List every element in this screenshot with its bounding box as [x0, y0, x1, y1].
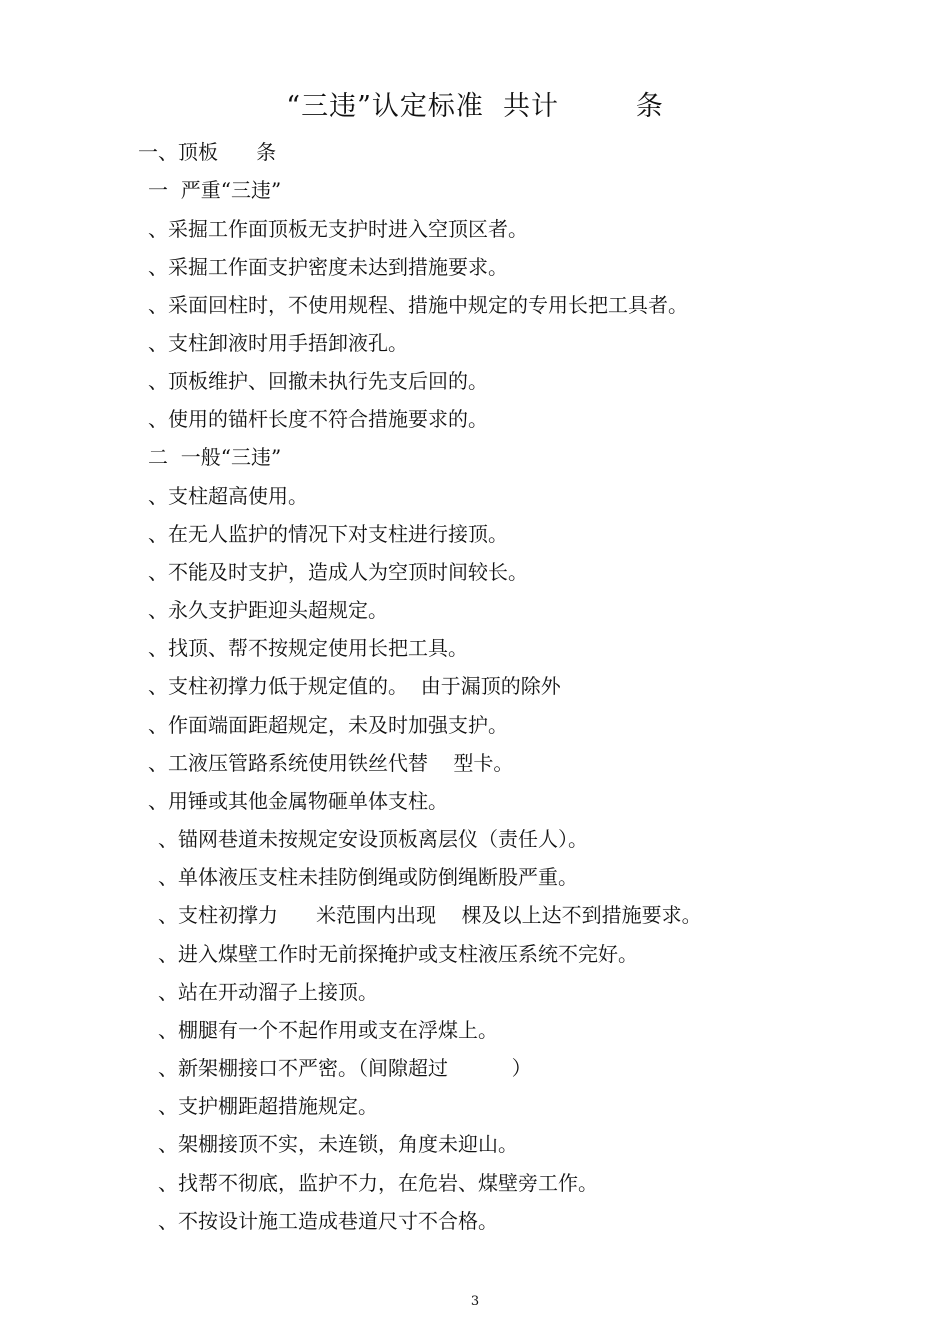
general-item: 、用锤或其他金属物砸单体支柱。 — [148, 789, 448, 813]
general-item: 、工液压管路系统使用铁丝代替 型卡。 — [148, 751, 514, 775]
general-item: 、永久支护距迎头超规定。 — [148, 598, 388, 622]
page-number: 3 — [470, 1294, 480, 1309]
general-item: 、架棚接顶不实，未连锁，角度未迎山。 — [158, 1132, 518, 1156]
general-item: 、作面端面距超规定，未及时加强支护。 — [148, 713, 508, 737]
general-item: 、支柱初撑力 米范围内出现 棵及以上达不到措施要求。 — [158, 903, 702, 927]
general-item: 、站在开动溜子上接顶。 — [158, 980, 378, 1004]
page-title: “三违”认定标准 共计 条 — [286, 91, 664, 122]
subsection-heading: 二 一般“三违” — [148, 445, 282, 469]
general-item: 、支柱初撑力低于规定值的。 由于漏顶的除外 — [148, 674, 561, 698]
severe-item: 、使用的锚杆长度不符合措施要求的。 — [148, 407, 488, 431]
severe-item: 、采掘工作面支护密度未达到措施要求。 — [148, 255, 508, 279]
section-heading: 一、顶板 条 — [138, 140, 277, 164]
general-item: 、新架棚接口不严密。（间隙超过 ） — [158, 1056, 532, 1080]
severe-item: 、采面回柱时，不使用规程、措施中规定的专用长把工具者。 — [148, 293, 688, 317]
general-item: 、锚网巷道未按规定安设顶板离层仪（责任人）。 — [158, 827, 588, 851]
general-item: 、单体液压支柱未挂防倒绳或防倒绳断股严重。 — [158, 865, 578, 889]
severe-item: 、采掘工作面顶板无支护时进入空顶区者。 — [148, 217, 528, 241]
general-item: 、找顶、帮不按规定使用长把工具。 — [148, 636, 468, 660]
general-item: 、支护棚距超措施规定。 — [158, 1094, 378, 1118]
general-item: 、不按设计施工造成巷道尺寸不合格。 — [158, 1209, 498, 1233]
severe-item: 、顶板维护、回撤未执行先支后回的。 — [148, 369, 488, 393]
general-item: 、不能及时支护，造成人为空顶时间较长。 — [148, 560, 528, 584]
subsection-heading: 一 严重“三违” — [148, 178, 282, 202]
general-item: 、在无人监护的情况下对支柱进行接顶。 — [148, 522, 508, 546]
general-item: 、找帮不彻底，监护不力，在危岩、煤壁旁工作。 — [158, 1171, 598, 1195]
severe-item: 、支柱卸液时用手捂卸液孔。 — [148, 331, 408, 355]
general-item: 、支柱超高使用。 — [148, 484, 308, 508]
general-item: 、进入煤壁工作时无前探掩护或支柱液压系统不完好。 — [158, 942, 638, 966]
general-item: 、棚腿有一个不起作用或支在浮煤上。 — [158, 1018, 498, 1042]
